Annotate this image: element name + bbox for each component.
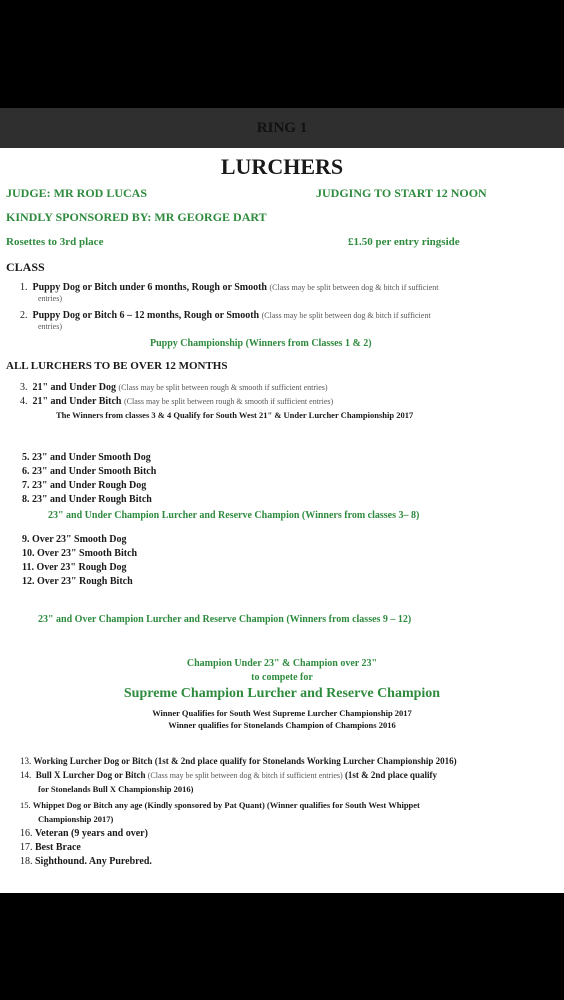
class-18 [20, 856, 152, 867]
class-15-num: 15. [20, 800, 31, 810]
sponsor-line: KINDLY SPONSORED BY: MR GEORGE DART [6, 210, 267, 224]
class-11 [22, 562, 127, 573]
class-7-text: 23" and Under Rough Dog [32, 480, 147, 491]
champion-under-23: 23" and Under Champion Lurcher and Reserve Champion (Winners from classes 3– 8) [48, 510, 420, 521]
class-14-text: Bull X Lurcher Dog or Bitch [35, 770, 146, 780]
class-2 [20, 310, 431, 321]
supreme-champion: Supreme Champion Lurcher and Reserve Champion [123, 686, 441, 701]
class-8-text: 23" and Under Rough Bitch [32, 494, 152, 505]
class-16-num: 16. [20, 828, 33, 839]
class-16 [20, 828, 148, 839]
class-18-text: Sighthound. Any Purebred. [35, 856, 152, 867]
class-17-text: Best Brace [35, 842, 81, 853]
class-1-note-2: entries) [38, 294, 62, 303]
supreme-qualify-2: Winner qualifies for Stonelands Champion of Champions 2016 [168, 720, 396, 730]
class-3-text: 21" and Under Dog [32, 382, 116, 393]
class-7 [22, 480, 146, 491]
class-17-num: 17. [20, 842, 33, 853]
class-8 [22, 494, 152, 505]
class-1-num: 1. [20, 282, 28, 293]
class-18-num: 18. [20, 856, 33, 867]
class-13-num: 13. [20, 756, 32, 766]
class-4-num: 4. [20, 396, 28, 407]
supreme-qualify-1: Winner Qualifies for South West Supreme Lurcher Championship 2017 [152, 708, 412, 718]
class-7-num: 7. [22, 480, 30, 491]
qualify-21-notice: The Winners from classes 3 & 4 Qualify for South West 21" & Under Lurcher Championship 2017 [56, 410, 414, 420]
champion-over-23: 23" and Over Champion Lurcher and Reserve Champion (Winners from classes 9 – 12) [38, 614, 412, 625]
class-1-note: (Class may be split between dog & bitch if sufficient [269, 283, 439, 292]
bottom-black-bar [0, 893, 564, 1000]
class-5 [22, 452, 151, 463]
judging-start: JUDGING TO START 12 NOON [316, 186, 487, 200]
class-1 [20, 282, 438, 293]
class-6-text: 23" and Under Smooth Bitch [32, 466, 157, 477]
class-11-num: 11. [22, 562, 34, 573]
class-2-num: 2. [20, 310, 28, 321]
class-2-text: Puppy Dog or Bitch 6 – 12 months, Rough or Smooth [32, 310, 260, 321]
class-1-text: Puppy Dog or Bitch under 6 months, Rough or Smooth [32, 282, 267, 293]
class-3-note: (Class may be split between rough & smooth if sufficient entries) [118, 383, 328, 392]
class-2-note-2: entries) [38, 322, 62, 331]
class-5-num: 5. [22, 452, 30, 463]
class-5-text: 23" and Under Smooth Dog [32, 452, 151, 463]
class-11-text: Over 23" Rough Dog [36, 562, 127, 573]
class-6-num: 6. [22, 466, 30, 477]
class-9-num: 9. [22, 534, 30, 545]
class-6 [22, 466, 156, 477]
class-17 [20, 842, 81, 853]
puppy-championship: Puppy Championship (Winners from Classes 1 & 2) [150, 338, 372, 349]
top-black-bar [0, 0, 564, 108]
class-15 [20, 800, 420, 810]
entry-fee: £1.50 per entry ringside [348, 236, 460, 248]
class-14-note: (Class may be split between dog & bitch if sufficient entries) [147, 771, 343, 780]
class-14-num: 14. [20, 770, 32, 780]
section-title: LURCHERS [220, 154, 344, 179]
class-4-text: 21" and Under Bitch [32, 396, 122, 407]
class-13 [20, 756, 457, 766]
champion-compete-line-1: Champion Under 23" & Champion over 23" [186, 658, 378, 669]
class-9 [22, 534, 127, 545]
class-13-text: Working Lurcher Dog or Bitch (1st & 2nd place qualify for Stonelands Working Lurcher Championship 2016) [33, 756, 457, 766]
class-15-line-2: Championship 2017) [38, 814, 114, 824]
judge-line: JUDGE: MR ROD LUCAS [6, 186, 147, 200]
class-9-text: Over 23" Smooth Dog [32, 534, 127, 545]
class-4-note: (Class may be split between rough & smooth if sufficient entries) [124, 397, 334, 406]
class-12 [22, 576, 133, 587]
document-page [0, 148, 564, 893]
class-8-num: 8. [22, 494, 30, 505]
class-12-num: 12. [22, 576, 35, 587]
class-3 [20, 382, 328, 393]
rosettes-line: Rosettes to 3rd place [6, 236, 104, 248]
class-heading: CLASS [6, 260, 45, 274]
class-14 [20, 770, 437, 780]
class-15-text: Whippet Dog or Bitch any age (Kindly sponsored by Pat Quant) (Winner qualifies for South West Whippet [32, 800, 420, 810]
class-14-tail: (1st & 2nd place qualify [344, 770, 437, 780]
class-10-num: 10. [22, 548, 35, 559]
all-lurchers-notice: ALL LURCHERS TO BE OVER 12 MONTHS [6, 360, 228, 372]
class-2-note: (Class may be split between dog & bitch if sufficient [261, 311, 431, 320]
class-10 [22, 548, 137, 559]
champion-compete-line-2: to compete for [251, 672, 313, 683]
class-12-text: Over 23" Rough Bitch [37, 576, 133, 587]
class-16-text: Veteran (9 years and over) [35, 828, 148, 839]
ring-title: RING 1 [256, 120, 308, 136]
class-3-num: 3. [20, 382, 28, 393]
class-10-text: Over 23" Smooth Bitch [37, 548, 138, 559]
class-4 [20, 396, 333, 407]
class-14-line-2: for Stonelands Bull X Championship 2016) [38, 784, 194, 794]
ring-title-bar [0, 108, 564, 148]
